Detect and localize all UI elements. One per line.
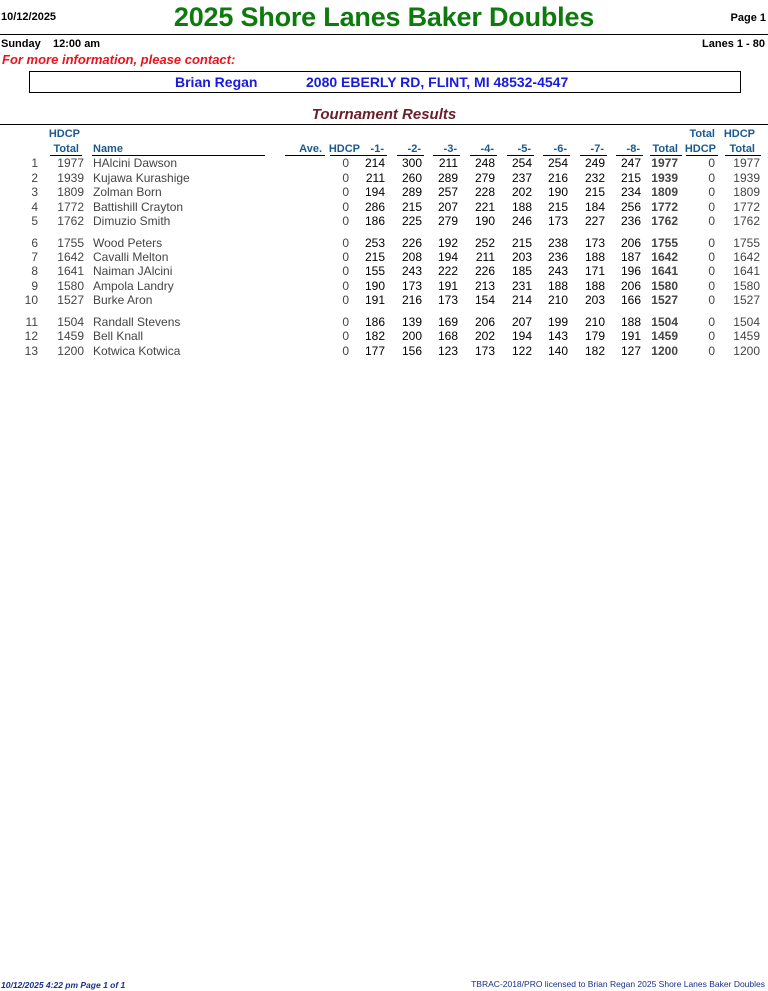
report-date: 10/12/2025	[1, 11, 57, 23]
row-game-2: 216	[401, 293, 422, 307]
col-game-5: -5-	[517, 143, 531, 155]
col-hdcp-total-bottom: Total	[53, 143, 79, 155]
row-game-1: 253	[364, 236, 385, 250]
row-name: Burke Aron	[93, 293, 153, 307]
row-hdcp: 0	[342, 236, 349, 250]
row-hdcp: 0	[342, 264, 349, 278]
row-game-1: 155	[364, 264, 385, 278]
row-game-4: 226	[474, 264, 495, 278]
row-total-hdcp: 0	[708, 185, 715, 199]
row-rank: 6	[31, 236, 38, 250]
row-game-3: 123	[437, 344, 458, 358]
row-hdcp-total: 1527	[57, 293, 84, 307]
row-game-1: 186	[364, 315, 385, 329]
row-hdcp-total2: 1809	[733, 185, 760, 199]
row-game-8: 236	[620, 214, 641, 228]
contact-box	[29, 71, 741, 93]
row-game-3: 279	[437, 214, 458, 228]
row-game-2: 139	[401, 315, 422, 329]
row-game-5: 215	[511, 236, 532, 250]
row-game-4: 154	[474, 293, 495, 307]
row-game-4: 202	[474, 329, 495, 343]
row-rank: 9	[31, 279, 38, 293]
row-game-7: 249	[584, 156, 605, 170]
row-game-6: 238	[547, 236, 568, 250]
row-game-8: 187	[620, 250, 641, 264]
row-game-7: 188	[584, 279, 605, 293]
col-total-hdcp-top: Total	[689, 128, 715, 140]
row-game-8: 234	[620, 185, 641, 199]
row-game-4: 213	[474, 279, 495, 293]
row-hdcp: 0	[342, 315, 349, 329]
row-game-3: 169	[437, 315, 458, 329]
row-game-5: 254	[511, 156, 532, 170]
row-rank: 13	[24, 344, 38, 358]
col-total: Total	[652, 143, 678, 155]
row-hdcp: 0	[342, 200, 349, 214]
row-game-2: 243	[401, 264, 422, 278]
row-total: 1580	[651, 279, 678, 293]
row-hdcp-total: 1641	[57, 264, 84, 278]
row-hdcp-total: 1580	[57, 279, 84, 293]
row-game-2: 226	[401, 236, 422, 250]
row-game-6: 216	[547, 171, 568, 185]
contact-address: 2080 EBERLY RD, FLINT, MI 48532-4547	[306, 74, 569, 90]
row-game-5: 214	[511, 293, 532, 307]
row-rank: 1	[31, 156, 38, 170]
row-hdcp-total2: 1580	[733, 279, 760, 293]
col-game-8: -8-	[626, 143, 640, 155]
row-game-6: 190	[547, 185, 568, 199]
row-rank: 11	[25, 315, 38, 329]
row-hdcp: 0	[342, 250, 349, 264]
row-game-1: 215	[364, 250, 385, 264]
contact-prompt: For more information, please contact:	[2, 52, 236, 67]
row-total: 1772	[651, 200, 678, 214]
row-name: Ampola Landry	[93, 279, 174, 293]
row-rank: 8	[31, 264, 38, 278]
row-total-hdcp: 0	[708, 315, 715, 329]
row-game-8: 206	[620, 279, 641, 293]
row-total: 1504	[651, 315, 678, 329]
row-hdcp-total: 1459	[57, 329, 84, 343]
row-game-3: 207	[437, 200, 458, 214]
row-game-1: 211	[365, 171, 385, 185]
row-total-hdcp: 0	[708, 293, 715, 307]
row-game-6: 210	[547, 293, 568, 307]
row-hdcp-total2: 1977	[733, 156, 760, 170]
row-game-6: 140	[547, 344, 568, 358]
row-game-7: 179	[584, 329, 605, 343]
row-game-3: 192	[437, 236, 458, 250]
col-game-7: -7-	[590, 143, 604, 155]
row-game-7: 215	[584, 185, 605, 199]
row-name: Zolman Born	[93, 185, 162, 199]
row-game-8: 247	[620, 156, 641, 170]
row-name: Battishill Crayton	[93, 200, 184, 214]
row-hdcp: 0	[342, 279, 349, 293]
row-total: 1977	[651, 156, 678, 170]
row-total-hdcp: 0	[708, 236, 715, 250]
row-name: Randall Stevens	[93, 315, 181, 329]
row-game-3: 257	[437, 185, 458, 199]
row-game-2: 156	[401, 344, 422, 358]
row-total: 1527	[651, 293, 678, 307]
row-game-6: 173	[547, 214, 568, 228]
row-game-6: 188	[547, 279, 568, 293]
row-game-3: 211	[438, 156, 458, 170]
col-game-2: -2-	[407, 143, 421, 155]
page-number: Page 1	[730, 12, 766, 24]
row-game-2: 208	[401, 250, 422, 264]
row-game-4: 190	[474, 214, 495, 228]
row-game-5: 188	[511, 200, 532, 214]
row-name: HAlcini Dawson	[93, 156, 178, 170]
row-total-hdcp: 0	[708, 264, 715, 278]
row-hdcp: 0	[342, 171, 349, 185]
row-hdcp-total2: 1459	[733, 329, 760, 343]
row-total-hdcp: 0	[708, 171, 715, 185]
row-game-8: 188	[620, 315, 641, 329]
row-hdcp-total: 1939	[57, 171, 84, 185]
row-total-hdcp: 0	[708, 344, 715, 358]
col-game-1: -1-	[370, 143, 384, 155]
row-game-7: 232	[584, 171, 605, 185]
row-game-7: 173	[584, 236, 605, 250]
row-hdcp-total2: 1762	[733, 214, 760, 228]
row-hdcp-total: 1809	[57, 185, 84, 199]
row-game-6: 243	[547, 264, 568, 278]
row-hdcp-total: 1762	[57, 214, 84, 228]
row-hdcp-total: 1977	[57, 156, 84, 170]
row-game-5: 237	[511, 171, 532, 185]
row-game-1: 191	[364, 293, 385, 307]
col-total-hdcp-bottom: HDCP	[684, 143, 716, 155]
col-game-3: -3-	[443, 143, 457, 155]
col-game-6: -6-	[553, 143, 567, 155]
row-total: 1939	[651, 171, 678, 185]
row-game-5: 203	[511, 250, 532, 264]
row-game-5: 202	[511, 185, 532, 199]
row-game-1: 186	[364, 214, 385, 228]
row-hdcp-total: 1200	[57, 344, 84, 358]
row-name: Kotwica Kotwica	[93, 344, 181, 358]
row-hdcp-total2: 1200	[733, 344, 760, 358]
row-hdcp-total: 1642	[57, 250, 84, 264]
contact-name: Brian Regan	[175, 74, 258, 90]
row-total: 1641	[651, 264, 678, 278]
row-game-7: 182	[584, 344, 605, 358]
col-name: Name	[93, 143, 123, 155]
row-game-3: 289	[437, 171, 458, 185]
row-game-5: 194	[511, 329, 532, 343]
row-total-hdcp: 0	[708, 250, 715, 264]
row-game-8: 166	[620, 293, 641, 307]
row-rank: 10	[24, 293, 38, 307]
section-title: Tournament Results	[311, 106, 457, 123]
row-game-2: 200	[401, 329, 422, 343]
row-total: 1762	[651, 214, 678, 228]
row-game-1: 177	[364, 344, 385, 358]
row-rank: 2	[31, 171, 38, 185]
row-rank: 12	[24, 329, 38, 343]
row-hdcp-total2: 1939	[733, 171, 760, 185]
footer-print-info: 10/12/2025 4:22 pm Page 1 of 1	[1, 980, 126, 990]
row-game-1: 194	[364, 185, 385, 199]
row-game-5: 246	[511, 214, 532, 228]
row-game-3: 173	[437, 293, 458, 307]
row-hdcp: 0	[342, 329, 349, 343]
row-name: Wood Peters	[93, 236, 163, 250]
row-game-8: 127	[620, 344, 641, 358]
row-game-6: 199	[547, 315, 568, 329]
row-hdcp: 0	[342, 214, 349, 228]
row-game-5: 122	[511, 344, 532, 358]
row-game-2: 260	[401, 171, 422, 185]
row-total: 1755	[651, 236, 678, 250]
row-hdcp-total2: 1641	[733, 264, 760, 278]
row-game-1: 190	[364, 279, 385, 293]
row-game-4: 252	[474, 236, 495, 250]
report-time: 12:00 am	[53, 38, 101, 50]
row-game-5: 185	[511, 264, 532, 278]
report-title: 2025 Shore Lanes Baker Doubles	[173, 2, 595, 32]
row-game-2: 225	[401, 214, 422, 228]
row-game-4: 211	[475, 250, 495, 264]
row-hdcp-total2: 1642	[733, 250, 760, 264]
report-day: Sunday	[1, 38, 41, 50]
section-divider	[0, 124, 768, 125]
row-game-6: 254	[547, 156, 568, 170]
row-hdcp-total2: 1527	[733, 293, 760, 307]
row-game-7: 203	[584, 293, 605, 307]
row-game-2: 300	[401, 156, 422, 170]
row-hdcp: 0	[342, 185, 349, 199]
col-ave: Ave.	[299, 143, 322, 155]
row-total-hdcp: 0	[708, 214, 715, 228]
row-game-1: 286	[364, 200, 385, 214]
row-game-7: 184	[584, 200, 605, 214]
row-game-8: 256	[620, 200, 641, 214]
row-hdcp-total2: 1755	[733, 236, 760, 250]
row-game-4: 173	[474, 344, 495, 358]
row-name: Cavalli Melton	[93, 250, 169, 264]
row-name: Naiman JAlcini	[93, 264, 173, 278]
row-total-hdcp: 0	[708, 156, 715, 170]
row-rank: 3	[31, 185, 38, 199]
row-game-6: 143	[547, 329, 568, 343]
row-game-3: 191	[437, 279, 458, 293]
row-total-hdcp: 0	[708, 200, 715, 214]
row-rank: 4	[31, 200, 38, 214]
row-game-7: 188	[584, 250, 605, 264]
row-game-3: 222	[437, 264, 458, 278]
row-name: Bell Knall	[93, 329, 144, 343]
row-game-7: 227	[584, 214, 605, 228]
row-total: 1200	[651, 344, 678, 358]
row-game-8: 215	[620, 171, 641, 185]
row-game-2: 289	[401, 185, 422, 199]
row-rank: 5	[31, 214, 38, 228]
row-game-5: 231	[511, 279, 532, 293]
row-hdcp-total: 1772	[57, 200, 84, 214]
row-game-6: 236	[547, 250, 568, 264]
row-game-8: 206	[620, 236, 641, 250]
row-game-7: 171	[584, 264, 605, 278]
row-game-1: 214	[364, 156, 385, 170]
row-hdcp: 0	[342, 293, 349, 307]
row-game-1: 182	[364, 329, 385, 343]
row-game-6: 215	[547, 200, 568, 214]
row-game-8: 196	[620, 264, 641, 278]
row-game-8: 191	[620, 329, 641, 343]
footer-license: TBRAC-2018/PRO licensed to Brian Regan 2025 Shore Lanes Baker Doubles	[471, 979, 765, 989]
row-game-4: 206	[474, 315, 495, 329]
row-hdcp-total: 1755	[57, 236, 84, 250]
row-game-5: 207	[511, 315, 532, 329]
lanes-range: Lanes 1 - 80	[702, 38, 765, 50]
row-game-3: 194	[437, 250, 458, 264]
row-hdcp: 0	[342, 156, 349, 170]
row-hdcp: 0	[342, 344, 349, 358]
row-game-2: 215	[401, 200, 422, 214]
row-hdcp-total2: 1504	[733, 315, 760, 329]
row-hdcp-total2: 1772	[733, 200, 760, 214]
col-hdcp-total2-top: HDCP	[723, 128, 755, 140]
row-name: Dimuzio Smith	[93, 214, 171, 228]
row-total: 1459	[651, 329, 678, 343]
row-game-4: 248	[474, 156, 495, 170]
col-hdcp: HDCP	[328, 143, 360, 155]
col-hdcp-total2-bottom: Total	[729, 143, 755, 155]
row-hdcp-total: 1504	[57, 315, 84, 329]
header-divider	[0, 34, 768, 35]
row-game-2: 173	[401, 279, 422, 293]
row-name: Kujawa Kurashige	[93, 171, 190, 185]
row-total: 1642	[651, 250, 678, 264]
row-game-4: 279	[474, 171, 495, 185]
row-game-3: 168	[437, 329, 458, 343]
row-total-hdcp: 0	[708, 279, 715, 293]
row-rank: 7	[31, 250, 38, 264]
row-total-hdcp: 0	[708, 329, 715, 343]
row-game-4: 228	[474, 185, 495, 199]
row-game-4: 221	[474, 200, 495, 214]
row-game-7: 210	[584, 315, 605, 329]
col-hdcp-total-top: HDCP	[48, 128, 80, 140]
row-total: 1809	[651, 185, 678, 199]
col-game-4: -4-	[480, 143, 494, 155]
